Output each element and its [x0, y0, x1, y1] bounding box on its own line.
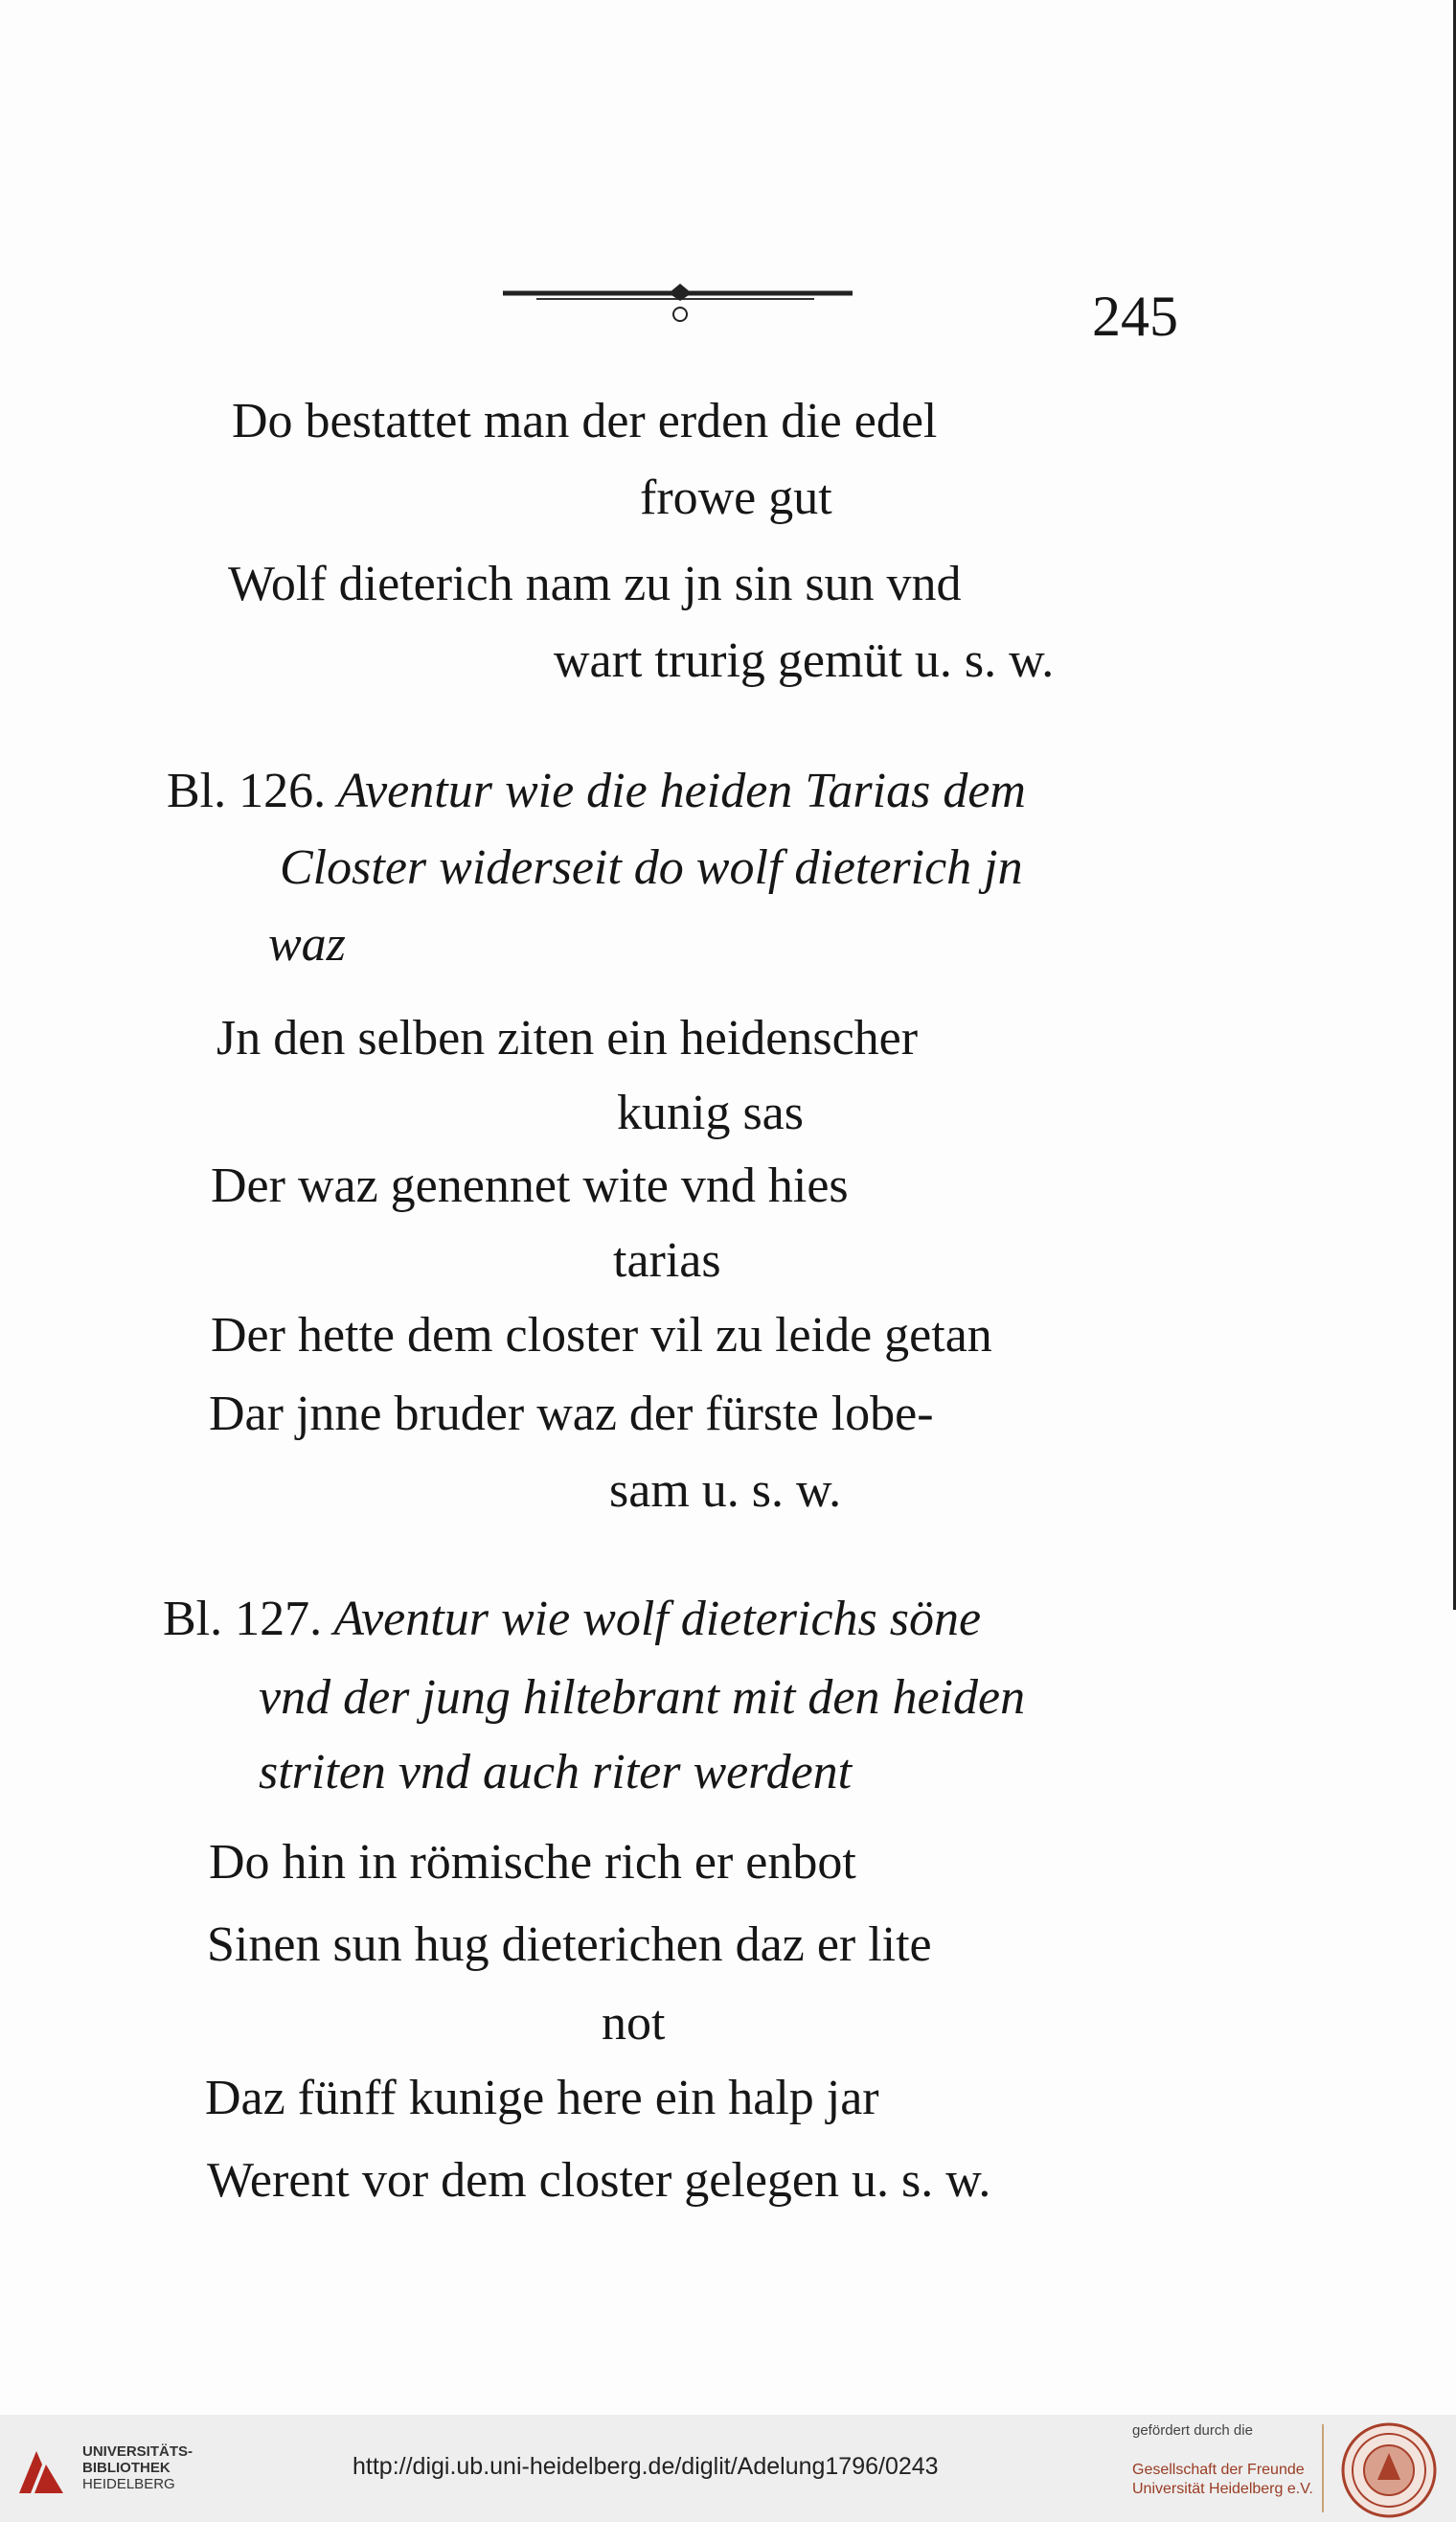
- text-line: Closter widerseit do wolf dieterich jn: [280, 840, 1023, 895]
- text-line: Jn den selben ziten ein heidenscher: [216, 1011, 919, 1066]
- text-line: Dar jnne bruder waz der fürste lobe-: [209, 1387, 934, 1441]
- text-line: Do bestattet man der erden die edel: [232, 394, 938, 448]
- heading-text: Aventur wie die heiden Tarias dem: [337, 764, 1026, 818]
- ornament-rule-icon: [498, 280, 862, 328]
- text-line: Sinen sun hug dieterichen daz er lite: [207, 1917, 932, 1972]
- leaf-reference: Bl. 126.: [167, 764, 327, 818]
- society-name[interactable]: [1132, 2461, 1313, 2499]
- page-number: 245: [1092, 285, 1178, 348]
- funded-by-label: gefördert durch die: [1132, 2422, 1253, 2439]
- text-line: tarias: [613, 1233, 721, 1288]
- text-line: Der waz genennet wite vnd hies: [211, 1158, 849, 1213]
- society-name-line: Universität Heidelberg e.V.: [1132, 2481, 1313, 2497]
- text-line-with-leaf-ref: [163, 1591, 981, 1647]
- library-name-line: HEIDELBERG: [82, 2476, 175, 2492]
- text-line-with-leaf-ref: [167, 763, 1026, 819]
- text-line: wart trurig gemüt u. s. w.: [554, 633, 1055, 688]
- footer-divider: [1322, 2424, 1324, 2512]
- text-line: Daz fünff kunige here ein halp jar: [205, 2071, 879, 2125]
- text-line: waz: [268, 917, 346, 972]
- text-line: kunig sas: [617, 1086, 804, 1140]
- university-seal-icon: [1339, 2420, 1439, 2520]
- text-line: not: [602, 1996, 666, 2051]
- footer-bar: [0, 2415, 1456, 2522]
- permalink-url[interactable]: http://digi.ub.uni-heidelberg.de/diglit/Adelung1796/0243: [353, 2453, 939, 2480]
- text-line: sam u. s. w.: [609, 1463, 842, 1518]
- text-line: Der hette dem closter vil zu leide getan: [211, 1308, 992, 1363]
- heading-text: Aventur wie wolf dieterichs söne: [333, 1592, 982, 1646]
- library-name-line: UNIVERSITÄTS-: [82, 2443, 193, 2460]
- society-name-line: Gesellschaft der Freunde: [1132, 2462, 1305, 2478]
- library-name-line: BIBLIOTHEK: [82, 2460, 171, 2476]
- text-line: frowe gut: [640, 470, 832, 525]
- text-line: Do hin in römische rich er enbot: [209, 1835, 856, 1890]
- text-line: Wolf dieterich nam zu jn sin sun vnd: [228, 557, 962, 611]
- ub-heidelberg-logo-icon[interactable]: [13, 2443, 69, 2499]
- leaf-reference: Bl. 127.: [163, 1592, 323, 1646]
- text-line: vnd der jung hiltebrant mit den heiden: [259, 1670, 1026, 1725]
- text-line: Werent vor dem closter gelegen u. s. w.: [207, 2153, 991, 2208]
- library-name: [82, 2443, 193, 2492]
- text-line: striten vnd auch riter werdent: [259, 1745, 853, 1800]
